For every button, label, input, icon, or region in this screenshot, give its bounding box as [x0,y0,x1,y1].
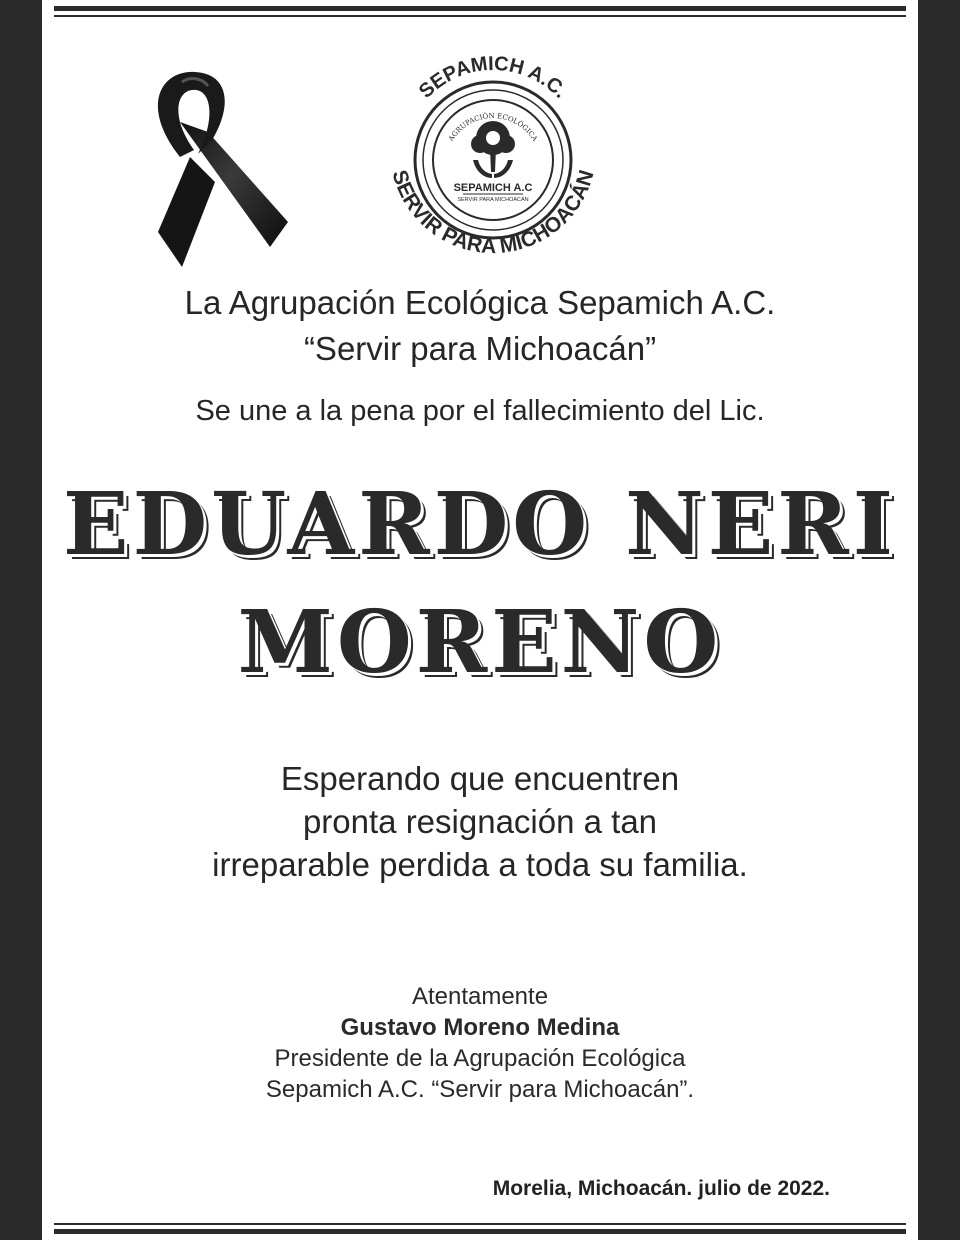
message-line1: Esperando que encuentren [280,760,680,797]
signature-title-line2: Sepamich A.C. “Servir para Michoacán”. [265,1076,695,1103]
mourning-ribbon-icon [120,62,300,277]
message-line3: irreparable perdida a toda su familia. [212,846,748,883]
signature-title-line1: Presidente de la Agrupación Ecológica [274,1045,686,1072]
logo-inner-motto: SERVIR PARA MICHOACÁN [457,197,529,203]
logo-inner-name: SEPAMICH A.C [453,182,533,194]
svg-text:SEPAMICH A.C. [415,53,572,103]
bottom-rule-thin [54,1223,906,1225]
top-rule-thick [54,6,906,11]
organization-line: La Agrupación Ecológica Sepamich A.C. [184,284,776,321]
logo-bottom-arc: SERVIR PARA MICHOACÁN [387,167,599,259]
bottom-rule-thick [54,1229,906,1234]
deceased-name-line2: MORENO [237,592,723,693]
deceased-name-line1: EDUARDO NERI [63,474,897,575]
right-border [918,0,960,1240]
signature-closing: Atentamente [411,983,549,1010]
signature-name: Gustavo Moreno Medina [340,1014,620,1041]
tree-hands-icon [471,121,515,178]
logo-inner-arc: AGRUPACIÓN ECOLÓGICA [447,111,539,143]
sepamich-logo [368,40,618,280]
message-line2: pronta resignación a tan [302,803,658,840]
place-date: Morelia, Michoacán. julio de 2022. [492,1177,830,1200]
left-border [0,0,42,1240]
condolence-line: Se une a la pena por el fallecimiento del Lic. [195,395,765,427]
motto-line: “Servir para Michoacán” [303,330,657,367]
top-rule-thin [54,15,906,17]
logo-top-arc: SEPAMICH A.C. [414,52,572,103]
